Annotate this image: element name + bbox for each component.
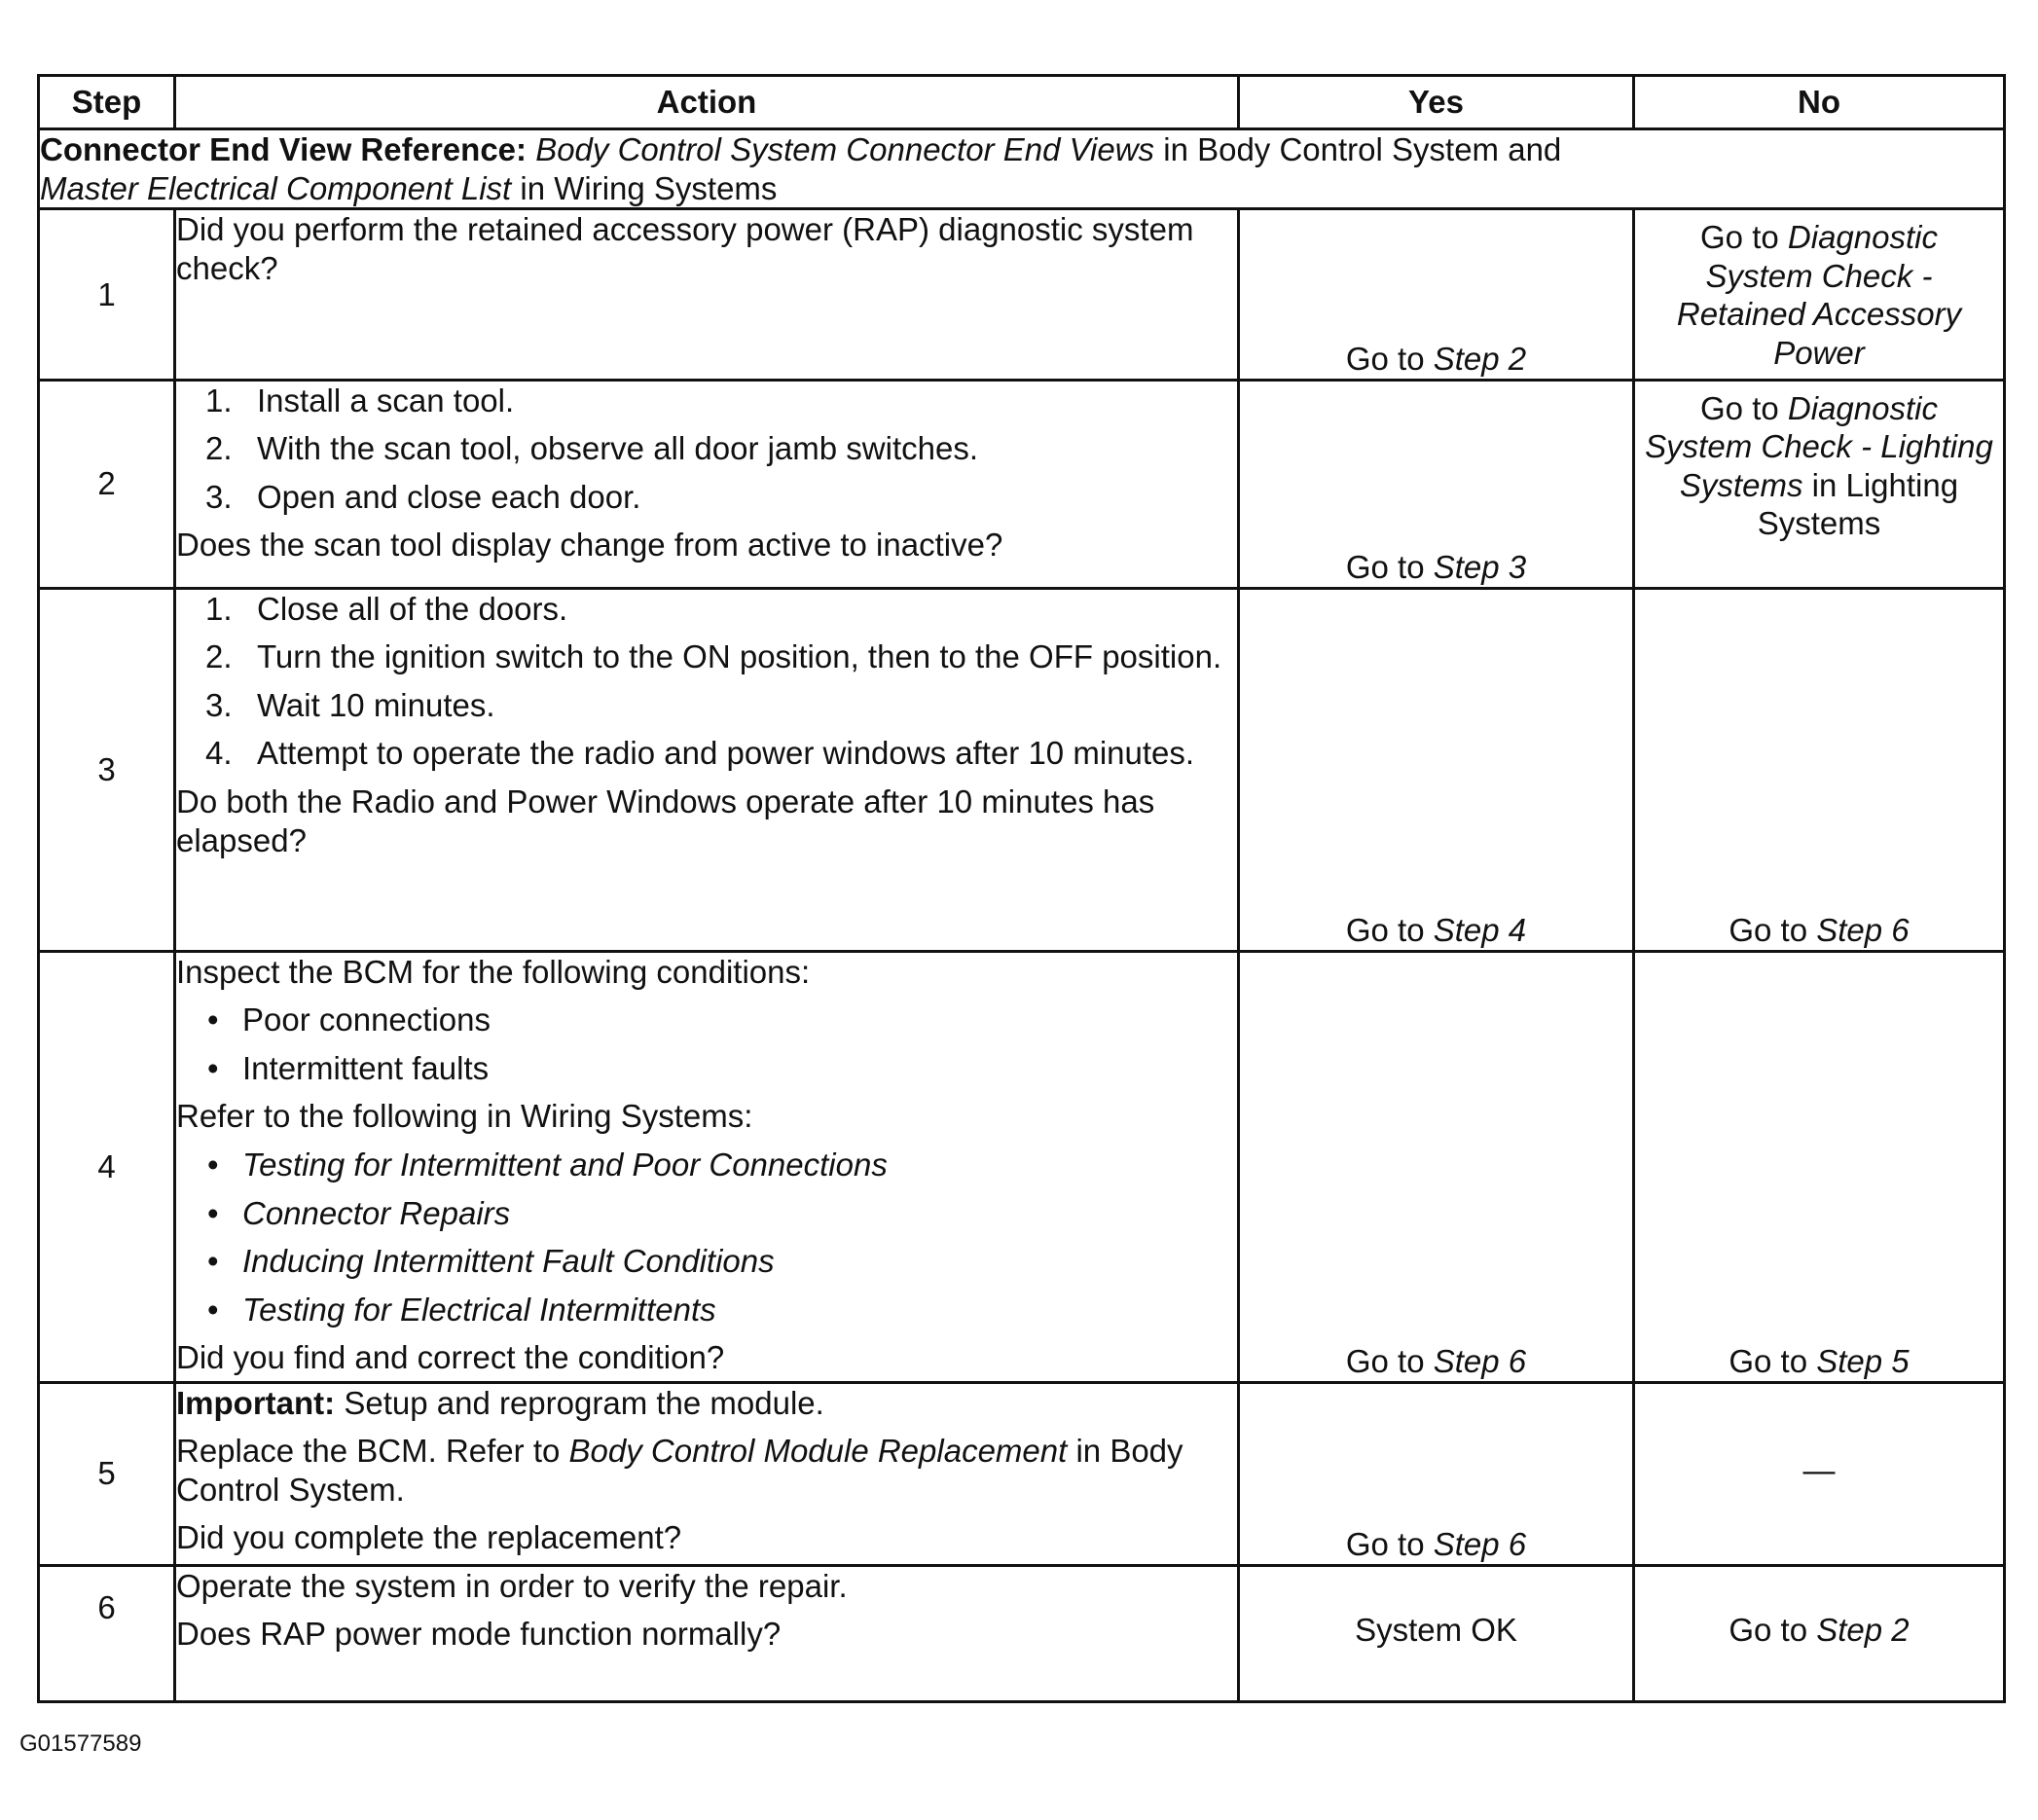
list-item: • Intermittent faults <box>207 1049 490 1086</box>
reference-link[interactable]: Testing for Intermittent and Poor Connections <box>242 1146 888 1183</box>
list-item: • Testing for Intermittent and Poor Connections <box>207 1146 888 1183</box>
yes-text: System OK <box>1355 1612 1517 1649</box>
procedure-list <box>176 382 1237 517</box>
replace-link[interactable]: Body Control Module Replacement <box>568 1433 1068 1470</box>
reference-in-2: in Wiring Systems <box>520 169 778 206</box>
step-number: 6 <box>39 1565 175 1701</box>
no-prefix: Go to <box>1729 1342 1808 1379</box>
step-number: 4 <box>39 951 175 1382</box>
action-cell <box>175 951 1239 1382</box>
diagnostic-table <box>37 74 2006 1703</box>
reference-title-2: Master Electrical Component List <box>40 169 512 206</box>
replace-instruction: Replace the BCM. Refer to Body Control Module Replacement in Body Control System. <box>176 1433 1183 1508</box>
yes-link[interactable]: Step 4 <box>1433 911 1527 948</box>
header-action: Action <box>175 76 1239 129</box>
figure-code: G01577589 <box>19 1730 142 1757</box>
no-link[interactable]: Step 5 <box>1816 1342 1910 1379</box>
question-text: Did you find and correct the condition? <box>176 1339 725 1376</box>
table-row <box>39 588 2005 951</box>
list-item: 1. Close all of the doors. <box>205 590 568 627</box>
no-link[interactable]: Step 2 <box>1816 1612 1910 1649</box>
question-text: Do both the Radio and Power Windows operate after 10 minutes has elapsed? <box>176 783 1155 858</box>
important-note <box>176 1384 1237 1423</box>
list-item: 1. Install a scan tool. <box>205 382 515 419</box>
yes-cell <box>1239 1565 1634 1701</box>
question-text: Did you complete the replacement? <box>176 1519 682 1556</box>
intro-text: Inspect the BCM for the following conditions: <box>176 953 811 990</box>
table-row <box>39 1382 2005 1565</box>
step-number: 1 <box>39 209 175 380</box>
yes-link[interactable]: Step 6 <box>1433 1342 1527 1379</box>
table-row <box>39 380 2005 588</box>
yes-cell <box>1239 588 1634 951</box>
no-prefix: Go to <box>1729 1612 1808 1649</box>
list-item: • Poor connections <box>207 1001 491 1038</box>
yes-prefix: Go to <box>1345 1525 1425 1562</box>
question-text: Did you perform the retained accessory power (RAP) diagnostic system check? <box>176 211 1194 286</box>
no-cell <box>1634 1382 2005 1565</box>
no-prefix: Go to <box>1729 911 1808 948</box>
list-item: 2. Turn the ignition switch to the ON position, then to the OFF position. <box>205 638 1222 675</box>
reference-list <box>176 1146 1237 1329</box>
step-number: 5 <box>39 1382 175 1565</box>
yes-prefix: Go to <box>1345 1342 1425 1379</box>
important-label: Important: <box>176 1384 336 1421</box>
instruction-text: Operate the system in order to verify the repair. <box>176 1567 848 1604</box>
no-suffix: in Lighting Systems <box>1757 466 1959 542</box>
yes-link[interactable]: Step 6 <box>1433 1525 1527 1562</box>
action-cell <box>175 1565 1239 1701</box>
step-number: 3 <box>39 588 175 951</box>
no-link[interactable]: Diagnostic System Check - Retained Accessory Power <box>1676 219 1962 371</box>
list-item: • Inducing Intermittent Fault Conditions <box>207 1243 775 1280</box>
condition-list <box>176 1001 1237 1087</box>
list-item: • Testing for Electrical Intermittents <box>207 1291 716 1328</box>
no-prefix: Go to <box>1700 389 1779 426</box>
header-row <box>39 76 2005 129</box>
action-cell <box>175 209 1239 380</box>
no-cell <box>1634 1565 2005 1701</box>
reference-link[interactable]: Testing for Electrical Intermittents <box>242 1291 716 1328</box>
action-cell <box>175 588 1239 951</box>
list-item: • Connector Repairs <box>207 1194 511 1231</box>
yes-cell <box>1239 1382 1634 1565</box>
reference-row <box>39 129 2005 209</box>
yes-prefix: Go to <box>1345 548 1425 585</box>
header-step: Step <box>39 76 175 129</box>
question-text: Does the scan tool display change from active to inactive? <box>176 527 1003 564</box>
list-item: 4. Attempt to operate the radio and power windows after 10 minutes. <box>205 735 1195 772</box>
no-cell <box>1634 588 2005 951</box>
action-cell <box>175 1382 1239 1565</box>
no-dash: — <box>1802 1452 1836 1489</box>
no-link[interactable]: Diagnostic System Check - Lighting Systems <box>1645 389 1993 503</box>
yes-link[interactable]: Step 3 <box>1433 548 1527 585</box>
question-text: Does RAP power mode function normally? <box>176 1616 782 1653</box>
refer-text: Refer to the following in Wiring Systems: <box>176 1098 753 1135</box>
list-item: 3. Wait 10 minutes. <box>205 686 495 723</box>
yes-cell <box>1239 951 1634 1382</box>
header-yes: Yes <box>1239 76 1634 129</box>
procedure-list <box>176 590 1237 773</box>
table-row <box>39 951 2005 1382</box>
list-item: 2. With the scan tool, observe all door jamb switches. <box>205 430 979 467</box>
reference-title-1: Body Control System Connector End Views <box>535 131 1155 167</box>
yes-cell <box>1239 209 1634 380</box>
connector-reference <box>39 129 2005 209</box>
important-text: Setup and reprogram the module. <box>344 1384 824 1421</box>
step-number: 2 <box>39 380 175 588</box>
no-cell <box>1634 951 2005 1382</box>
no-cell <box>1634 380 2005 588</box>
yes-prefix: Go to <box>1345 340 1425 377</box>
table-row <box>39 1565 2005 1701</box>
action-cell <box>175 380 1239 588</box>
no-link[interactable]: Step 6 <box>1816 911 1910 948</box>
yes-cell <box>1239 380 1634 588</box>
reference-in-1: in Body Control System and <box>1163 131 1562 167</box>
reference-label: Connector End View Reference: <box>40 131 528 167</box>
no-prefix: Go to <box>1700 219 1779 256</box>
yes-link[interactable]: Step 2 <box>1433 340 1527 377</box>
reference-link[interactable]: Inducing Intermittent Fault Conditions <box>242 1243 775 1280</box>
yes-prefix: Go to <box>1345 911 1425 948</box>
list-item: 3. Open and close each door. <box>205 478 641 515</box>
table-row <box>39 209 2005 380</box>
no-cell <box>1634 209 2005 380</box>
header-no: No <box>1634 76 2005 129</box>
reference-link[interactable]: Connector Repairs <box>242 1194 511 1231</box>
